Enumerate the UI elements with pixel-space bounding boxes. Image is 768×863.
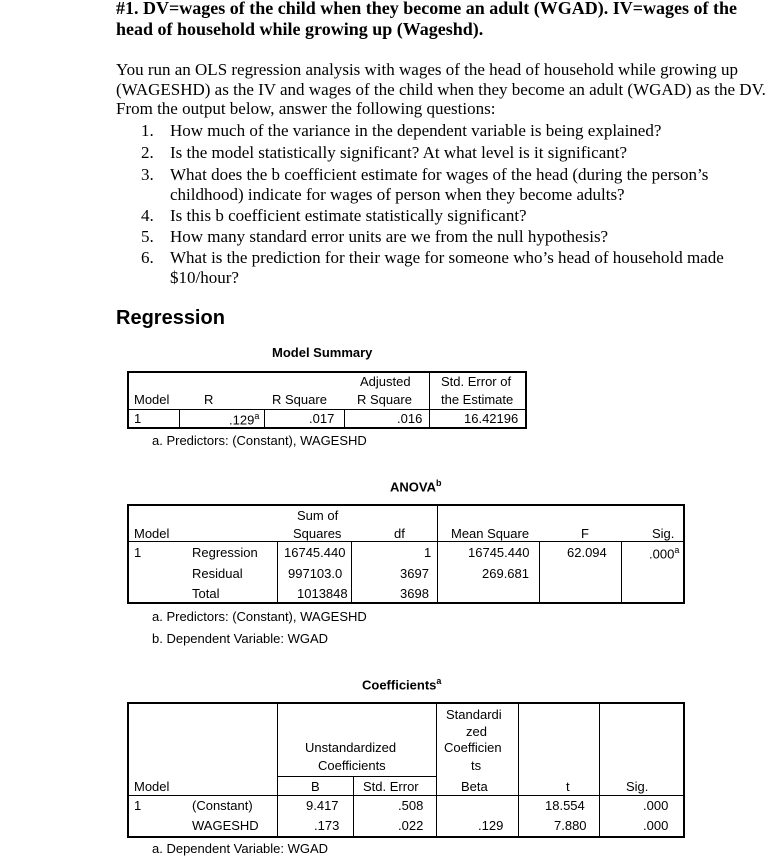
col-header-r-square: R Square <box>272 392 327 407</box>
coefficients-title-text: Coefficients <box>362 677 437 693</box>
question-text: What does the b coefficient estimate for wages of the head (during the person’s childhood) indicate for wages of person when they become adults? <box>170 165 709 204</box>
anova-col-squares: Squares <box>293 526 342 541</box>
coef-header-b: B <box>311 779 320 794</box>
coef-header-standardized-4: ts <box>471 758 482 773</box>
coefficients-footnote: a. Dependent Variable: WGAD <box>152 841 329 856</box>
anova-model-number: 1 <box>134 545 142 560</box>
question-text: How many standard error units are we from the null hypothesis? <box>170 227 609 246</box>
cell-r-footnote-mark: a <box>254 411 260 421</box>
coefficients-title-sup: a <box>436 676 442 686</box>
model-summary-footnote: a. Predictors: (Constant), WAGESHD <box>152 433 367 448</box>
coef-cell-se: .508 <box>398 798 424 813</box>
coef-header-model: Model <box>134 779 170 794</box>
anova-cell-ss: 1013848 <box>297 586 348 601</box>
cell-r <box>229 411 259 427</box>
anova-col-sig: Sig. <box>652 526 675 541</box>
anova-cell-f: 62.094 <box>567 545 607 560</box>
anova-footnote-b: b. Dependent Variable: WGAD <box>152 631 329 646</box>
anova-title-sup: b <box>435 478 442 488</box>
coef-header-standardized-1: Standardi <box>446 707 502 722</box>
anova-footnote-a: a. Predictors: (Constant), WAGESHD <box>152 609 367 624</box>
anova-col-model: Model <box>134 526 170 541</box>
coef-header-standardized-3: Coefficien <box>444 740 502 755</box>
anova-cell-ss: 997103.0 <box>288 566 343 581</box>
anova-row-label: Residual <box>192 566 243 581</box>
anova-cell-df: 1 <box>424 545 432 560</box>
question-number: 6. <box>141 248 154 267</box>
coefficients-title <box>362 676 441 692</box>
coef-header-coefficients: Coefficients <box>318 758 386 773</box>
anova-cell-ss: 16745.440 <box>284 545 346 560</box>
question-heading: #1. DV=wages of the child when they become an adult (WGAD). IV=wages of the head of household while growing up (Wageshd). <box>116 0 737 39</box>
question-number: 5. <box>141 227 154 246</box>
question-number: 3. <box>141 165 154 184</box>
coef-cell-se: .022 <box>398 818 424 833</box>
anova-col-mean-square: Mean Square <box>451 526 530 541</box>
anova-col-sum-of: Sum of <box>297 508 339 523</box>
coef-header-std-error: Std. Error <box>363 779 419 794</box>
col-header-r: R <box>204 392 214 407</box>
col-header-adjusted: Adjusted <box>360 374 411 389</box>
anova-cell-sig <box>649 545 679 561</box>
cell-model: 1 <box>134 411 142 426</box>
col-header-model: Model <box>134 392 170 407</box>
anova-row-label: Total <box>192 586 220 601</box>
anova-cell-sig-footnote-mark: a <box>674 545 680 555</box>
question-text: How much of the variance in the dependent variable is being explained? <box>170 121 662 140</box>
question-text: Is the model statistically significant? At what level is it significant? <box>170 143 628 162</box>
question-number: 2. <box>141 143 154 162</box>
anova-cell-sig-value: .000 <box>649 546 675 562</box>
coef-cell-b: 9.417 <box>306 798 339 813</box>
coef-cell-t: 7.880 <box>554 818 587 833</box>
coef-cell-t: 18.554 <box>545 798 585 813</box>
anova-col-df: df <box>394 526 405 541</box>
coef-cell-sig: .000 <box>643 818 669 833</box>
question-text: What is the prediction for their wage for someone who’s head of household made $10/hour? <box>170 248 724 287</box>
coef-header-standardized-2: zed <box>466 724 487 739</box>
coef-cell-sig: .000 <box>643 798 669 813</box>
anova-cell-ms: 269.681 <box>482 566 529 581</box>
question-text: Is this b coefficient estimate statistically significant? <box>170 206 527 225</box>
coef-cell-b: .173 <box>314 818 340 833</box>
coef-header-beta: Beta <box>461 779 488 794</box>
coef-row-label: WAGESHD <box>192 818 259 833</box>
coef-header-sig: Sig. <box>626 779 649 794</box>
regression-title: Regression <box>116 307 225 329</box>
question-number: 4. <box>141 206 154 225</box>
anova-title-text: ANOVA <box>390 479 436 495</box>
anova-cell-df: 3698 <box>400 586 429 601</box>
intro-paragraph: You run an OLS regression analysis with wages of the head of household while growing up (WAGESHD) as the IV and wages of the child when they become an adult (WGAD) as the DV. From the output below, answer the following questions: <box>116 60 766 118</box>
cell-adj-r-square: .016 <box>397 411 423 426</box>
coef-cell-beta: .129 <box>478 818 504 833</box>
anova-col-f: F <box>581 526 589 541</box>
anova-title <box>390 478 441 494</box>
coef-header-unstandardized: Unstandardized <box>305 740 397 755</box>
coef-row-label: (Constant) <box>192 798 253 813</box>
col-header-estimate: the Estimate <box>441 392 514 407</box>
cell-r-value: .129 <box>229 412 255 428</box>
cell-r-square: .017 <box>309 411 335 426</box>
question-number: 1. <box>141 121 154 140</box>
anova-row-label: Regression <box>192 545 258 560</box>
model-summary-title: Model Summary <box>272 345 373 360</box>
cell-std-error-estimate: 16.42196 <box>464 411 519 426</box>
col-header-adjusted-r-square: R Square <box>357 392 412 407</box>
coef-model-number: 1 <box>134 798 142 813</box>
coef-header-t: t <box>566 779 570 794</box>
anova-cell-df: 3697 <box>400 566 429 581</box>
anova-cell-ms: 16745.440 <box>468 545 530 560</box>
col-header-std-error: Std. Error of <box>441 374 512 389</box>
